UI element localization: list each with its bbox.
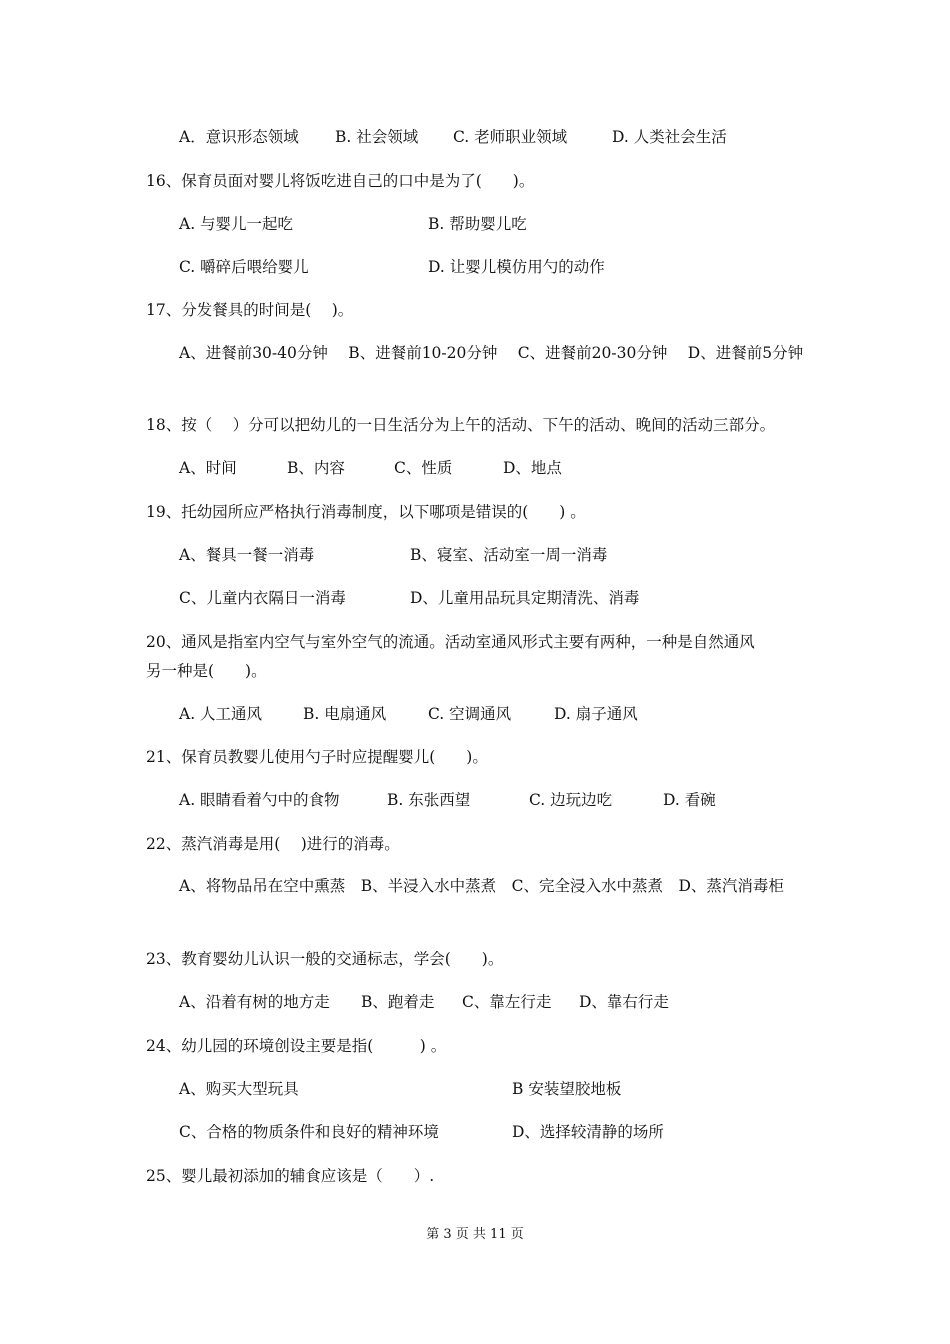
question-18-text: 18、按（ ）分可以把幼儿的一日生活分为上午的活动、下午的活动、晚间的活动三部分。 [146, 416, 776, 434]
page-footer: 第 3 页 共 11 页 [426, 1227, 524, 1242]
options-text: A、将物品吊在空中熏蒸 B、半浸入水中蒸煮 C、完全浸入水中蒸煮 D、蒸汽消毒柜 [179, 877, 784, 895]
option-a: A. 眼睛看着勺中的食物 [179, 791, 340, 809]
option-a: A、购买大型玩具 [179, 1080, 299, 1098]
option-a: A. 人工通风 [179, 705, 263, 723]
option-b: B. 社会领域 [335, 128, 419, 146]
question-16-text: 16、保育员面对婴儿将饭吃进自己的口中是为了( )。 [146, 172, 535, 190]
question-25-text: 25、婴儿最初添加的辅食应该是（ ）. [146, 1167, 435, 1185]
option-c: C、合格的物质条件和良好的精神环境 [179, 1123, 439, 1141]
option-b: B. 帮助婴儿吃 [428, 215, 527, 233]
option-c: C、儿童内衣隔日一消毒 [179, 589, 346, 607]
options-text: A、进餐前30-40分钟 B、进餐前10-20分钟 C、进餐前20-30分钟 D、进餐前5分钟 [179, 344, 804, 362]
option-b: B. 电扇通风 [303, 705, 387, 723]
question-22-text: 22、蒸汽消毒是用( )进行的消毒。 [146, 835, 400, 853]
option-c: C. 边玩边吃 [529, 791, 613, 809]
question-24-text: 24、幼儿园的环境创设主要是指( ) 。 [146, 1037, 447, 1055]
question-19-text: 19、托幼园所应严格执行消毒制度，以下哪项是错误的( ) 。 [146, 503, 586, 521]
question-22-options [146, 872, 816, 901]
option-a: A. 与婴儿一起吃 [179, 215, 294, 233]
option-d: D. 扇子通风 [554, 705, 638, 723]
option-a: A、时间 [179, 459, 237, 477]
option-d: D. 让婴儿模仿用勺的动作 [428, 258, 605, 276]
option-d: D. 看碗 [663, 791, 716, 809]
option-a: A、沿着有树的地方走 [179, 993, 330, 1011]
option-b: B、内容 [287, 459, 345, 477]
option-c: C. 嚼碎后喂给婴儿 [179, 258, 309, 276]
option-d: D、选择较清静的场所 [512, 1123, 664, 1141]
option-c: C、靠左行走 [462, 993, 552, 1011]
option-b: B、寝室、活动室一周一消毒 [410, 546, 608, 564]
option-b: B、跑着走 [361, 993, 435, 1011]
question-20-text-line2: 另一种是( )。 [146, 662, 267, 680]
option-b: B. 东张西望 [387, 791, 471, 809]
option-c: C. 空调通风 [428, 705, 512, 723]
option-d: D、靠右行走 [579, 993, 669, 1011]
question-20-text-line1: 20、通风是指室内空气与室外空气的流通。活动室通风形式主要有两种，一种是自然通风 [146, 633, 755, 651]
question-17-options [146, 339, 816, 368]
option-b: B 安装望胶地板 [512, 1080, 622, 1098]
option-c: C、性质 [394, 459, 453, 477]
option-d: D、儿童用品玩具定期清洗、消毒 [410, 589, 640, 607]
option-d: D、地点 [503, 459, 562, 477]
question-21-text: 21、保育员教婴儿使用勺子时应提醒婴儿( )。 [146, 748, 488, 766]
option-a: A、餐具一餐一消毒 [179, 546, 315, 564]
option-c: C. 老师职业领域 [453, 128, 568, 146]
question-17-text: 17、分发餐具的时间是( )。 [146, 301, 354, 319]
option-d: D. 人类社会生活 [612, 128, 727, 146]
question-23-text: 23、教育婴幼儿认识一般的交通标志，学会( )。 [146, 950, 504, 968]
option-a: A．意识形态领域 [179, 128, 299, 146]
